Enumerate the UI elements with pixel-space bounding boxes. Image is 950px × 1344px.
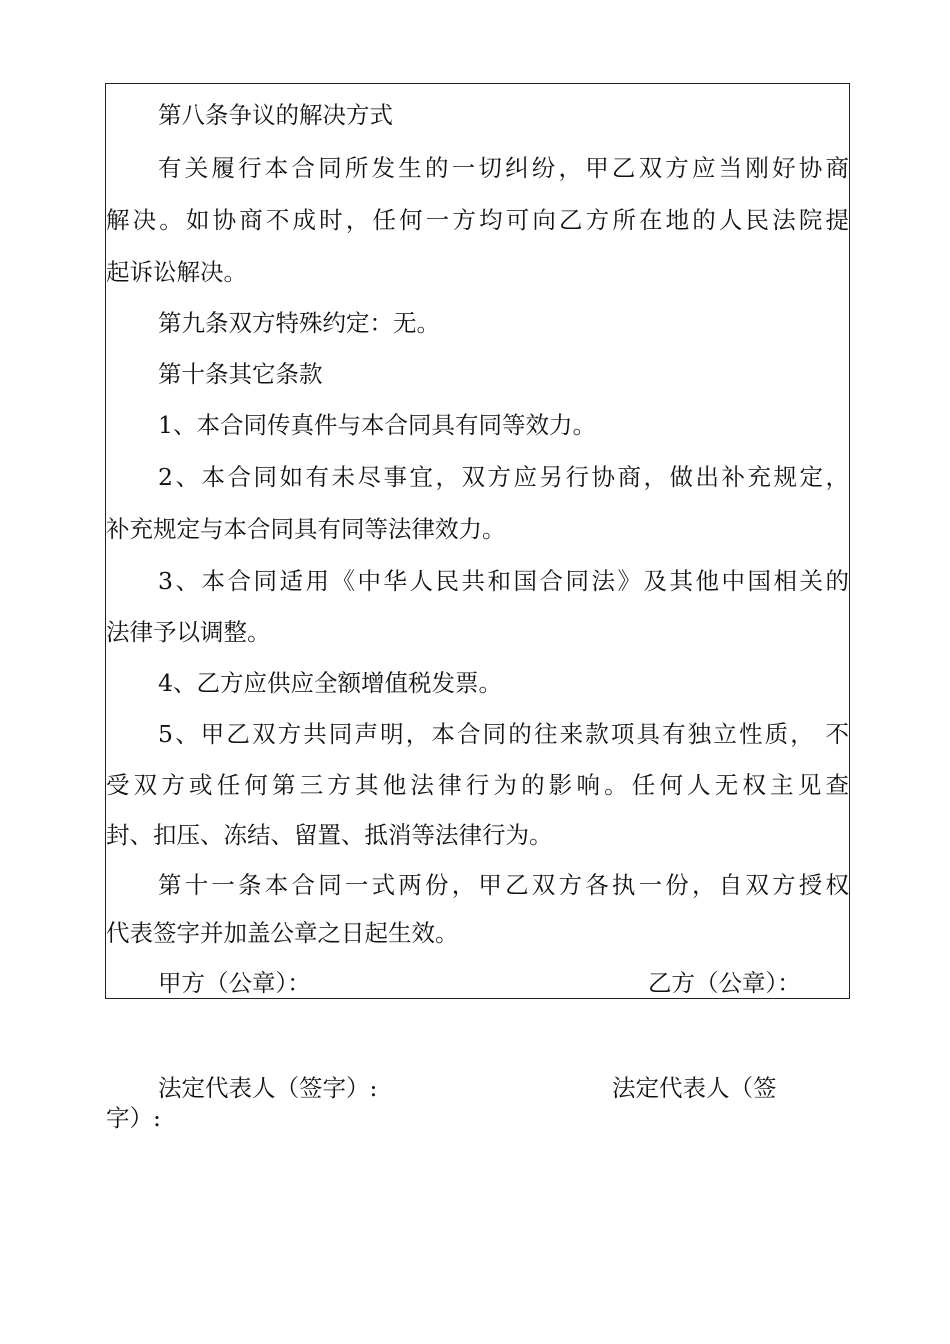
article-9: 第九条双方特殊约定：无。	[158, 309, 440, 337]
clause-2-line-2: 补充规定与本合同具有同等法律效力。	[106, 515, 506, 543]
article-8-line-3: 起诉讼解决。	[106, 258, 247, 286]
article-8-line-1: 有关履行本合同所发生的一切纠纷，甲乙双方应当刚好协商	[158, 154, 849, 182]
article-8-line-2: 解决。如协商不成时，任何一方均可向乙方所在地的人民法院提	[106, 206, 849, 234]
article-11-line-2: 代表签字并加盖公章之日起生效。	[106, 919, 459, 947]
clause-5-line-1: 5、甲乙双方共同声明，本合同的往来款项具有独立性质， 不	[158, 720, 849, 748]
clause-4: 4、乙方应供应全额增值税发票。	[158, 669, 502, 697]
party-a-seal-label: 甲方（公章）：	[158, 969, 311, 997]
party-a-representative-signature-label: 法定代表人（签字）:	[158, 1074, 378, 1102]
clause-2-line-1: 2、本合同如有未尽事宜，双方应另行协商，做出补充规定，	[158, 463, 849, 491]
party-b-representative-signature-label: 法定代表人（签	[612, 1074, 777, 1102]
party-b-seal-label: 乙方（公章）：	[648, 969, 801, 997]
clause-3-line-1: 3、本合同适用《中华人民共和国合同法》及其他中国相关的	[158, 567, 849, 595]
clause-3-line-2: 法律予以调整。	[106, 618, 271, 646]
article-10-title: 第十条其它条款	[158, 360, 323, 388]
article-11-line-1: 第十一条本合同一式两份，甲乙双方各执一份，自双方授权	[158, 871, 849, 899]
clause-5-line-3: 封、扣压、冻结、留置、抵消等法律行为。	[106, 821, 553, 849]
article-8-title: 第八条争议的解决方式	[158, 101, 393, 129]
clause-5-line-2: 受双方或任何第三方其他法律行为的影响。任何人无权主见查	[106, 771, 849, 799]
party-b-representative-signature-label-wrap: 字）:	[106, 1104, 161, 1132]
clause-1: 1、本合同传真件与本合同具有同等效力。	[158, 411, 596, 439]
